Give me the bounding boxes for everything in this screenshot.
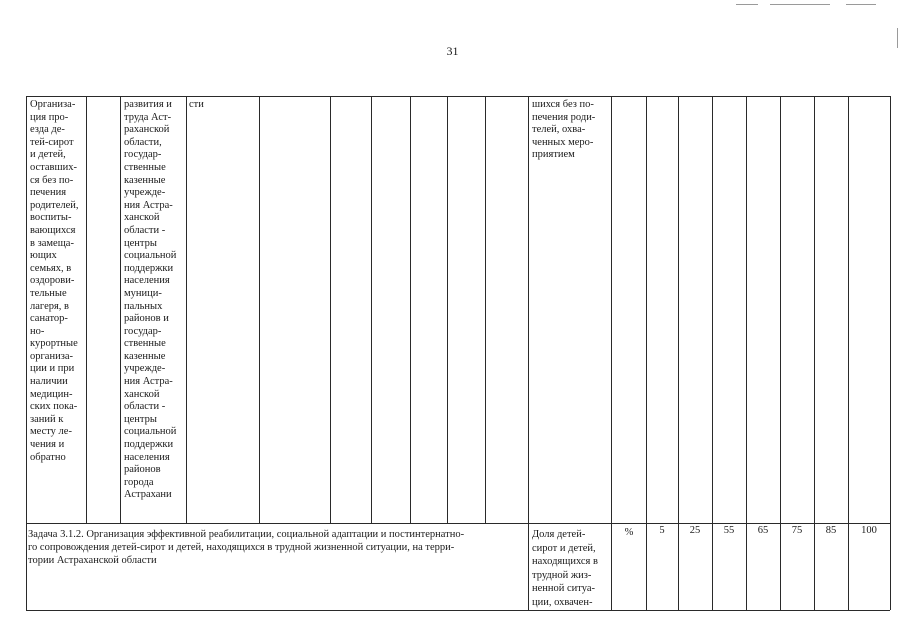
scan-artifact: [736, 4, 758, 5]
grid-line-vertical: [86, 96, 87, 523]
funding-source: сти: [189, 99, 204, 110]
unit-label: %: [624, 527, 634, 538]
scan-artifact: [770, 4, 830, 5]
table-top-border: [26, 96, 890, 97]
event-description: Организа- ция про- езда де- тей-сирот и детей, оставших- ся без по- печения родителей, воспиты- вающихся в замеща- ющих семьях, в оздорови- тельные лагеря, в санатор- но- курортные организа- ции и при наличии медицин- ских пока- заний к месту ле- чения и обратно: [30, 99, 79, 463]
grid-line-vertical: [120, 96, 121, 523]
target-value: 5: [659, 525, 665, 536]
target-value: 100: [861, 525, 877, 536]
target-value: 55: [723, 525, 735, 536]
task-indicator: Доля детей- сирот и детей, находящихся в трудной жиз- ненной ситуа- ции, охвачен-: [532, 529, 598, 608]
row-separator: [26, 523, 890, 524]
indicator-description: шихся без по- печения роди- телей, охва- ченных меро- приятием: [532, 99, 596, 161]
executor-description: развития и труда Аст- раханской области, государ- ственные казенные учрежде- ния Астра- ханской области - центры социальной поддержки населения муници- пальных районов и государ- ственные казенные учрежде- ния Астра- ханской области - центры социальной поддержки населения районов города Астрахани: [124, 99, 177, 501]
grid-line-vertical: [410, 96, 411, 523]
target-value: 25: [689, 525, 701, 536]
grid-line-vertical: [330, 96, 331, 523]
table-left-border: [26, 96, 27, 610]
scan-artifact: [846, 4, 876, 5]
grid-line-vertical: [371, 96, 372, 523]
table-bottom-border: [26, 610, 890, 611]
grid-line-vertical: [186, 96, 187, 523]
grid-line-vertical: [528, 96, 529, 610]
scan-artifact: [897, 28, 898, 48]
grid-line-vertical: [259, 96, 260, 523]
target-value: 85: [825, 525, 837, 536]
table-right-border: [890, 96, 891, 610]
target-value: 75: [791, 525, 803, 536]
grid-line-vertical: [485, 96, 486, 523]
page-number: 31: [446, 44, 459, 58]
grid-line-vertical: [447, 96, 448, 523]
target-value: 65: [757, 525, 769, 536]
task-description: Задача 3.1.2. Организация эффективной реабилитации, социальной адаптации и постинтернатно- го сопровождения детей-сирот и детей, находящихся в трудной жизненной ситуации, на терри- тории Астраханской области: [28, 529, 465, 566]
